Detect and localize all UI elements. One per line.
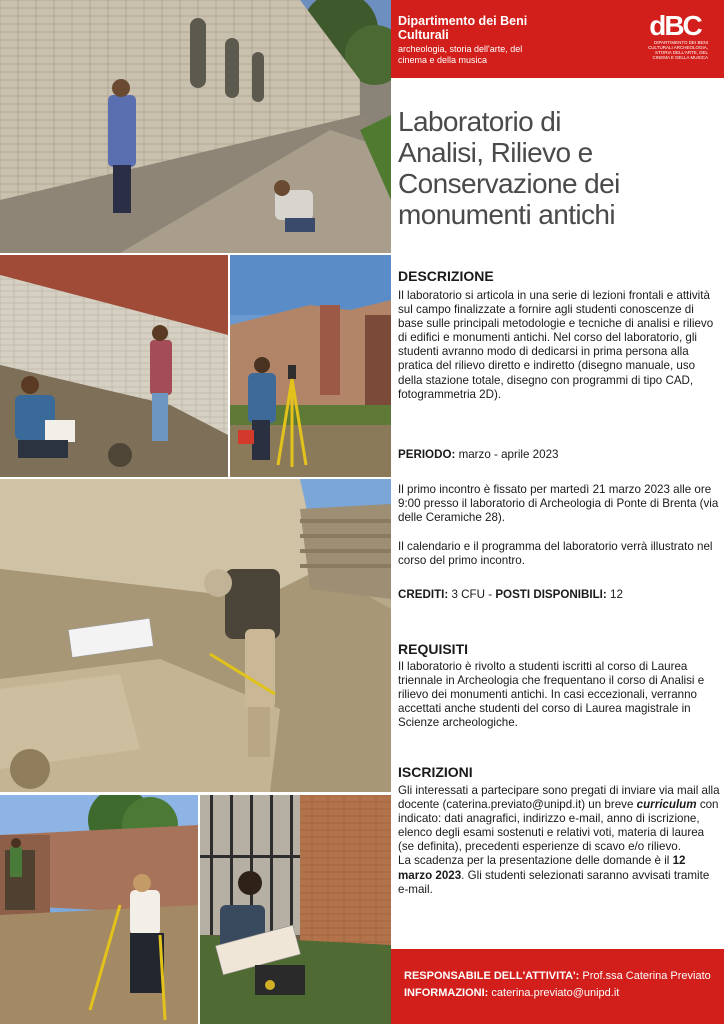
photo-wall-survey [0,255,228,477]
title-line-2: Analisi, Rilievo e [398,137,593,168]
responsabile-label: RESPONSABILE DELL'ATTIVITA': [404,970,580,982]
primo-incontro-text: Il primo incontro è fissato per martedì 21 marzo 2023 alle ore 9:00 presso il laboratorio di Archeologia di Ponte di Brenta (via delle Ceramiche 28). [398,483,719,525]
department-title: Dipartimento dei Beni Culturali [398,14,528,42]
header-band [391,0,724,78]
photo-wall-arches [0,0,391,253]
photo-total-station [230,255,391,477]
crediti-line [398,588,720,602]
footer-band [391,949,724,1024]
descrizione-heading: DESCRIZIONE [398,268,494,284]
iscrizioni-text-b: con indicato: dati anagrafici, indirizzo e-mail, anno di iscrizione, elenco degli esami sostenuti e relativi voti, materia di laurea (se definita), precedenti esperienze di scavo e/o rilievo. [398,798,719,854]
crediti-value: 3 CFU [451,588,485,601]
informazioni-label: INFORMAZIONI: [404,987,489,999]
logo-text: DIPARTIMENTO DEI BENI CULTURALI ARCHEOLOGIA, STORIA DELL'ARTE, DEL CINEMA E DELLA MUSICA [648,40,708,60]
iscrizioni-text-d: . Gli studenti selezionati saranno avvisati tramite e-mail. [398,868,710,896]
posti-value: 12 [610,588,623,601]
iscrizioni-text-a: Gli interessati a partecipare sono pregati di inviare via mail alla docente (caterina.previato@unipd.it) un breve [398,784,720,812]
curriculum-word: curriculum [636,798,697,812]
requisiti-text: Il laboratorio è rivolto a studenti iscritti al corso di Laurea triennale in Archeologia che frequentano il corso di Analisi e rilievo dei monumenti antichi. In casi eccezionali, verranno accettati anche studenti del corso di Laurea magistrale in Scienze archeologiche. [398,660,705,730]
periodo-label: PERIODO: [398,448,456,461]
page-title [398,106,718,230]
department-subtitle: archeologia, storia dell'arte, del cinema e della musica [398,44,523,65]
dbc-logo [642,12,708,60]
crediti-label: CREDITI: [398,588,449,601]
periodo-line [398,448,720,462]
informazioni-line [404,986,619,1000]
iscrizioni-heading: ISCRIZIONI [398,764,473,780]
responsabile-value: Prof.ssa Caterina Previato [582,970,711,982]
posti-label: POSTI DISPONIBILI: [495,588,607,601]
informazioni-email-link[interactable]: caterina.previato@unipd.it [491,987,620,999]
photo-survey-pole [0,795,198,1024]
calendario-text: Il calendario e il programma del laboratorio verrà illustrato nel corso del primo incontro. [398,540,713,568]
title-line-1: Laboratorio di [398,106,561,137]
crediti-separator: - [488,588,493,601]
deadline-date: 12 marzo 2023 [398,854,686,882]
iscrizioni-text [398,784,720,897]
responsabile-line [404,969,711,983]
photo-stone-measuring [0,479,391,792]
title-line-3: Conservazione dei [398,168,620,199]
periodo-value: marzo - aprile 2023 [458,448,559,461]
photo-drawing-gate [200,795,391,1024]
title-line-4: monumenti antichi [398,199,616,230]
logo-mark: dBC [649,10,701,41]
iscrizioni-text-c: La scadenza per la presentazione delle domande è il [398,854,670,868]
descrizione-text: Il laboratorio si articola in una serie di lezioni frontali e attività sul campo finalizzate a fornire agli studenti conoscenze di base sulle principali metodologie e tecniche di analisi e rilievo di edifici e monumenti antichi. Nel corso del laboratorio, gli studenti avranno modo di dedicarsi in prima persona alla pratica del rilievo diretto e indiretto (disegno manuale, uso della stazione totale, disegno con programmi di tipo CAD, fotogrammetria 2D). [398,289,714,401]
requisiti-heading: REQUISITI [398,641,469,657]
